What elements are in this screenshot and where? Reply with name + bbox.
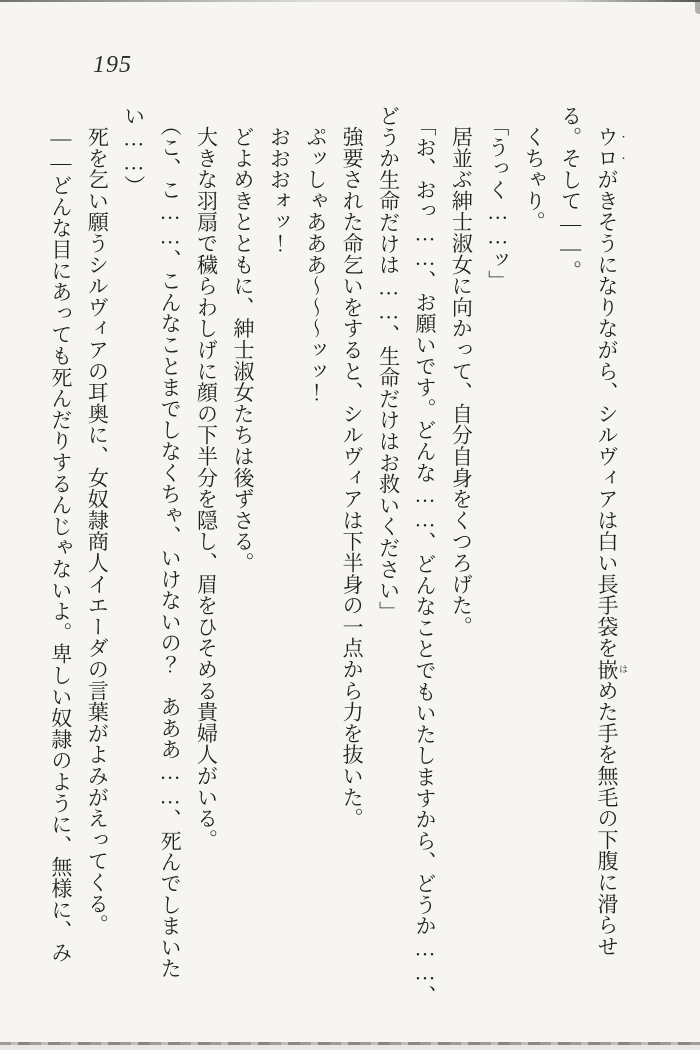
text-run: どよめきとともに、紳士淑女たちは後ずさる。: [230, 126, 255, 574]
text-line: [43, 105, 79, 1000]
text-line: [188, 105, 224, 1000]
text-line: [443, 105, 479, 1000]
text-line: [225, 105, 261, 1000]
text-run: 死を乞い願うシルヴィアの耳奥に、女奴隷商人イエーダの言葉がよみがえってくる。: [85, 126, 110, 936]
page-bottom-margin: [0, 1045, 700, 1050]
text-line: [152, 105, 188, 1000]
text-run: めた手を無毛の下腹に滑らせ: [595, 679, 619, 957]
text-run: おおおォッ！: [267, 126, 292, 254]
text-line: [370, 105, 406, 1000]
text-run: （こ、こ……、こんなことまでしなくちゃ、いけないの？ あああ……、死んでしまいた: [158, 115, 183, 979]
text-line: [552, 105, 588, 1000]
text-run: 大きな羽扇で穢らわしげに顔の下半分を隠し、眉をひそめる貴婦人がいる。: [194, 126, 219, 851]
text-run: い……）: [121, 105, 146, 197]
text-line: [479, 105, 515, 1000]
text-run: 強要された命乞いをすると、シルヴィアは下半身の一点から力を抜いた。: [340, 126, 365, 829]
text-run: 「お、おっ……、お願いです。どんな……、どんなことでもいたしますから、どうか……、: [412, 115, 437, 1007]
page-number: 195: [93, 52, 132, 78]
text-line: [589, 105, 628, 1000]
text-run: どうか生命だけは……、生命だけはお救いください」: [376, 105, 401, 623]
text-line: [516, 105, 552, 1000]
text-run: 居並ぶ紳士淑女に向かって、自分自身をくつろげた。: [449, 126, 474, 638]
text-line: [261, 105, 297, 1000]
text-run: がきそうになりながら、シルヴィアは白い長手袋を: [595, 168, 619, 659]
emphasis-dots-text: ウ ・: [595, 126, 628, 148]
emphasis-dots-text: ロ ・: [595, 147, 628, 169]
text-line: [334, 105, 370, 1000]
furigana-text: 嵌 は: [595, 658, 628, 680]
text-run: くちゃり。: [522, 126, 547, 233]
text-run: ぷッしゃあああ～～～ッッ！: [303, 126, 328, 403]
page-top-edge: [0, 0, 700, 2]
page-corner-smudge: [695, 0, 700, 14]
text-block: [44, 105, 628, 1007]
text-run: る。そして――。: [558, 105, 583, 282]
text-line: [297, 105, 333, 1000]
text-line: [115, 105, 151, 1000]
text-run: ――どんな目にあっても死んだりするんじゃないよ。卑しい奴隷のように、無様に、み: [48, 126, 73, 963]
text-run: 「うっく……ッ」: [485, 115, 510, 292]
text-line: [407, 105, 443, 1007]
text-line: [79, 105, 115, 1000]
